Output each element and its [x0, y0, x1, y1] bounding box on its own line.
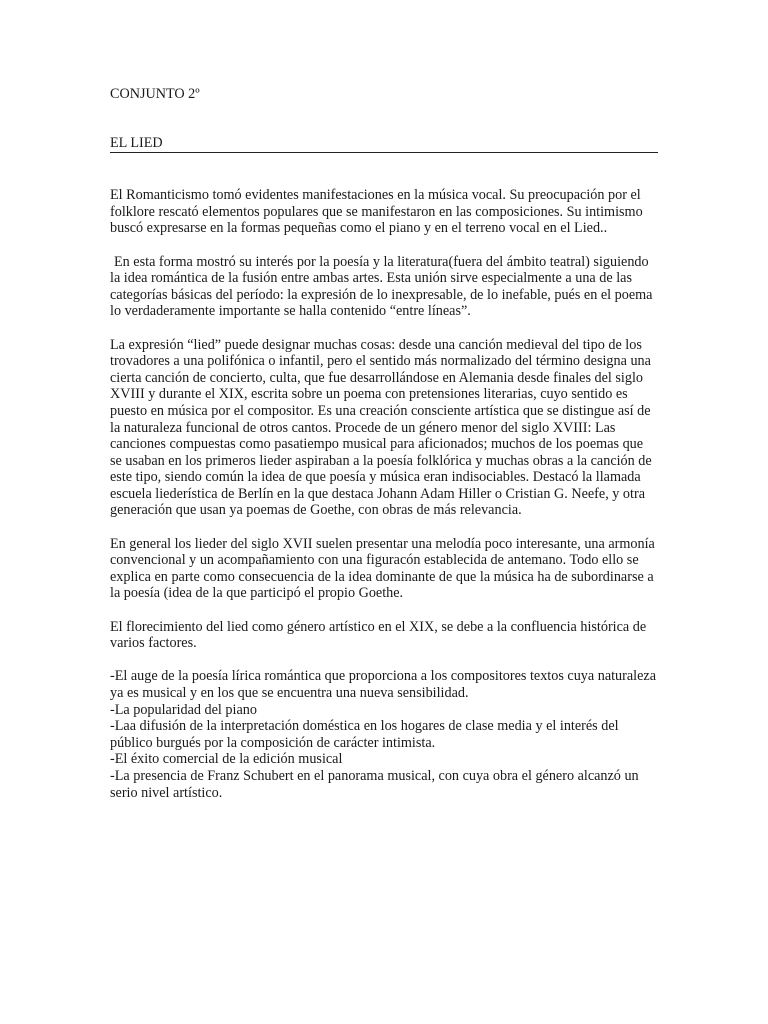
paragraph-romanticism: El Romanticismo tomó evidentes manifestaciones en la música vocal. Su preocupación por el folklore rescató elementos populares que se manifestaron en las composiciones. Su intimismo buscó expresarse en la formas pequeñas como el piano y en el terreno vocal en el Lied..: [110, 187, 643, 237]
section-title: EL LIED: [110, 135, 658, 154]
list-item: -El éxito comercial de la edición musical: [110, 751, 343, 768]
paragraph-lied-definition: La expresión “lied” puede designar muchas cosas: desde una canción medieval del tipo de los trovadores a una polifónica o infantil, pero el sentido más normalizado del término designa una cierta canción de concierto, culta, que fue desarrollándose en Alemania desde finales del siglo XVIII y durante el XIX, escrita sobre un poema con pretensiones literarias, cuyo sentido es puesto en música por el compositor. Es una creación consciente artística que se distingue así de la naturaleza funcional de otros cantos. Procede de un género menor del siglo XVIII: Las canciones compuestas como pasatiempo musical para aficionados; muchos de los poemas que se usaban en los primeros lieder aspiraban a la poesía folklórica y muchas obras a la canción de este tipo, siendo común la idea de que poesía y música eran indisociables. Destacó la llamada escuela liederística de Berlín en la que destaca Johann Adam Hiller o Cristian G. Neefe, y otra generación que usan ya poemas de Goethe, con obras de más relevancia.: [110, 336, 652, 519]
paragraph-poetry: En esta forma mostró su interés por la poesía y la literatura(fuera del ámbito teatral) siguiendo la idea romántica de la fusión entre ambas artes. Esta unión sirve especialmente a una de las categorías básicas del período: la expresión de lo inexpresable, de lo inefable, pués en el poema lo verdaderamente importante se halla contenido “entre líneas”.: [110, 253, 653, 320]
list-item: -La popularidad del piano: [110, 701, 257, 718]
paragraph-flourishing: El florecimiento del lied como género artístico en el XIX, se debe a la confluencia histórica de varios factores.: [110, 618, 647, 652]
list-item: -La presencia de Franz Schubert en el panorama musical, con cuya obra el género alcanzó un serio nivel artístico.: [110, 767, 639, 801]
document-heading: CONJUNTO 2º: [110, 86, 200, 102]
paragraph-lieder-xvii: En general los lieder del siglo XVII suelen presentar una melodía poco interesante, una armonía convencional y un acompañamiento con una figuracón establecida de antemano. Todo ello se explica en parte como consecuencia de la idea dominante de que la música ha de subordinarse a la poesía (idea de la que participó el propio Goethe.: [110, 535, 655, 602]
factors-list: [110, 668, 658, 801]
list-item: -El auge de la poesía lírica romántica que proporciona a los compositores textos cuya naturaleza ya es musical y en los que se encuentra una nueva sensibilidad.: [110, 668, 657, 701]
document-body: [110, 86, 658, 801]
list-item: -Laa difusión de la interpretación doméstica en los hogares de clase media y el interés del público burgués por la composición de carácter intimista.: [110, 718, 619, 751]
